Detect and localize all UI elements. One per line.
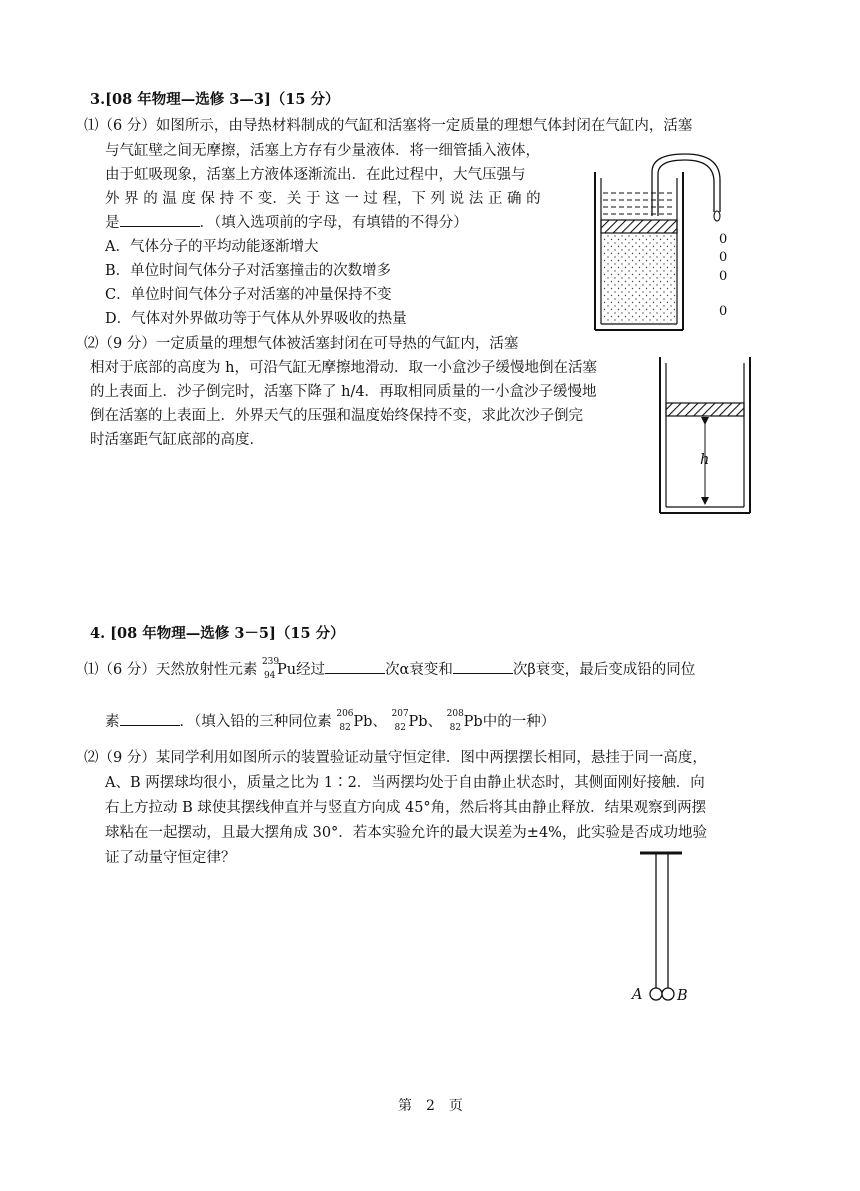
piston-height-figure — [652, 355, 762, 515]
q3-p1-line-3: 由于虹吸现象，活塞上方液体逐渐流出．在此过程中，大气压强与 — [105, 167, 526, 183]
piston — [666, 403, 744, 416]
pb208-nuclide — [447, 711, 483, 733]
siphon-cylinder-figure — [585, 150, 755, 335]
pb206-mass-number: 206 — [336, 709, 354, 719]
q4-p1-text-f: ．（填入铅的三种同位素 — [179, 714, 332, 730]
q4-p1-line-2 — [105, 711, 555, 733]
q4-p1-text-g: 中的一种） — [482, 714, 556, 730]
separator: 、 — [372, 714, 387, 730]
option-a: A．气体分子的平均动能逐渐增大 — [105, 239, 319, 255]
piston — [601, 220, 677, 233]
drop-4: 0 — [719, 304, 728, 319]
pu-nuclide — [262, 659, 296, 681]
option-b: B．单位时间气体分子对活塞撞击的次数增多 — [105, 263, 392, 279]
pb208-mass-number: 208 — [446, 709, 464, 719]
q4-p1-text-d: 次β衰变，最后变成铅的同位 — [512, 662, 696, 678]
q4-p2-line-5: 证了动量守恒定律？ — [105, 850, 236, 866]
pu-mass-number: 239 — [261, 657, 280, 667]
q4-p1-text-a: ⑴（6 分）天然放射性元素 — [84, 662, 258, 678]
pu-atomic-number: 94 — [263, 671, 276, 681]
q3-p1-answer-line — [105, 212, 468, 234]
pb206-atomic-number: 82 — [339, 723, 351, 733]
pb207-atomic-number: 82 — [394, 723, 406, 733]
option-d: D．气体对外界做功等于气体从外界吸收的热量 — [105, 311, 407, 327]
ball-b — [662, 988, 674, 1000]
page-number: 第 2 页 — [398, 1098, 463, 1114]
answer-blank — [120, 212, 200, 227]
pb207-symbol: Pb — [408, 714, 428, 730]
drop-3: 0 — [719, 269, 728, 284]
q3-p1-line-1: ⑴（6 分）如图所示，由导热材料制成的气缸和活塞将一定质量的理想气体封闭在气缸内，活塞 — [84, 118, 693, 134]
q4-p1-text-b: 经过 — [296, 662, 326, 678]
q4-p2-line-2: A、B 两摆球均很小，质量之比为 1∶2．当两摆均处于自由静止状态时，其侧面刚好接触．向 — [105, 775, 705, 791]
q4-p2-line-4: 球粘在一起摆动，且最大摆角成 30°．若本实验允许的最大误差为±4%，此实验是否成功地验 — [105, 825, 707, 841]
q3-p2-line-1: ⑵（9 分）一定质量的理想气体被活塞封闭在可导热的气缸内，活塞 — [84, 336, 519, 352]
label-b: B — [677, 988, 688, 1004]
pendulum-figure — [640, 850, 685, 1005]
drop-at-tube — [714, 211, 720, 221]
beta-count-blank — [453, 659, 513, 674]
separator: 、 — [427, 714, 443, 730]
q3-title: 3.[08 年物理—选修 3—3]（15 分） — [90, 91, 340, 108]
siphon-tube-inner — [658, 160, 714, 216]
isotope-blank — [120, 711, 180, 726]
q4-p2-line-3: 右上方拉动 B 球使其摆线伸直并与竖直方向成 45°角，然后将其由静止释放．结果观察到两摆 — [105, 800, 707, 816]
answer-prefix: 是 — [105, 215, 120, 231]
gas-region — [602, 234, 676, 323]
q3-p2-line-5: 时活塞距气缸底部的高度． — [90, 432, 264, 448]
q4-p1-text-c: 次α衰变和 — [385, 662, 453, 678]
pb208-symbol: Pb — [463, 714, 483, 730]
option-c: C．单位时间气体分子对活塞的冲量保持不变 — [105, 287, 392, 303]
pu-symbol: Pu — [276, 662, 297, 678]
answer-suffix: ．（填入选项前的字母，有填错的不得分） — [199, 215, 468, 231]
alpha-count-blank — [325, 659, 385, 674]
height-label: h — [700, 452, 710, 468]
ball-a — [650, 988, 662, 1000]
q3-p2-line-3: 的上表面上．沙子倒完时，活塞下降了 h/4．再取相同质量的一小盒沙子缓慢地 — [90, 384, 597, 400]
pb206-nuclide — [336, 711, 372, 733]
label-a: A — [632, 987, 643, 1003]
q3-p1-line-4: 外 界 的 温 度 保 持 不 变．关 于 这 一 过 程，下 列 说 法 正 确 的 — [105, 191, 541, 207]
drop-1: 0 — [719, 232, 728, 247]
pb206-symbol: Pb — [353, 714, 373, 730]
q4-p1-line-1 — [84, 659, 695, 681]
q3-p1-line-2: 与气缸壁之间无摩擦，活塞上方存有少量液体．将一细管插入液体， — [105, 143, 540, 159]
q3-p2-line-2: 相对于底部的高度为 h，可沿气缸无摩擦地滑动．取一小盒沙子缓慢地倒在活塞 — [90, 360, 597, 376]
q3-p2-line-4: 倒在活塞的上表面上．外界天气的压强和温度始终保持不变，求此次沙子倒完 — [90, 408, 583, 424]
q4-p2-line-1: ⑵（9 分）某同学利用如图所示的装置验证动量守恒定律．图中两摆摆长相同，悬挂于同一高度， — [84, 750, 707, 766]
pb207-mass-number: 207 — [391, 709, 409, 719]
drop-2: 0 — [719, 250, 728, 265]
pb208-atomic-number: 82 — [449, 723, 462, 733]
q4-title: 4. [08 年物理—选修 3－5]（15 分） — [90, 625, 345, 642]
q4-p1-text-e: 素 — [105, 714, 120, 730]
pb207-nuclide — [392, 711, 428, 733]
liquid-layer — [603, 193, 675, 214]
